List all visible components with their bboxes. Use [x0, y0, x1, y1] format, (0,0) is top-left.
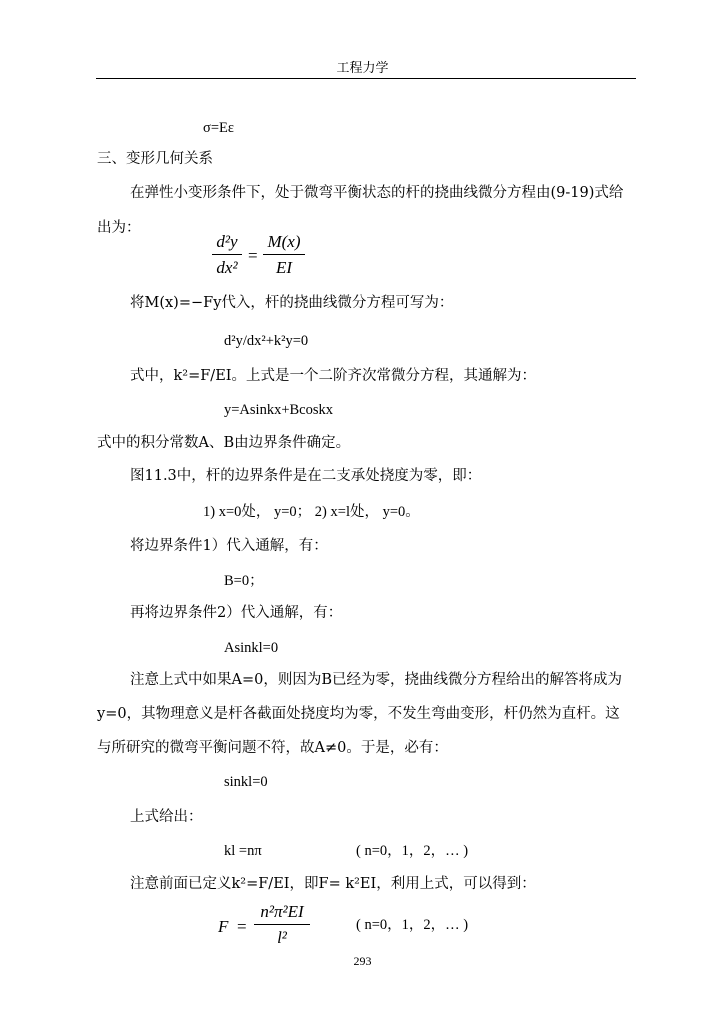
paragraph-line: 出为： [97, 220, 141, 236]
fraction-bar [263, 254, 305, 255]
force-symbol: F [218, 917, 229, 936]
equation-line: B=0； [224, 573, 264, 589]
equation-line: Asinkl=0 [224, 640, 279, 656]
paragraph-line: 注意前面已定义k²=F/EI，即F= k²EI，利用上式，可以得到： [130, 876, 536, 892]
paragraph-line: 图11.3中，杆的边界条件是在二支承处挠度为零，即： [130, 468, 482, 484]
page-number: 293 [353, 954, 372, 968]
equation-line: kl =nπ [224, 843, 262, 859]
paragraph-line: y=0，其物理意义是杆各截面处挠度均为零，不发生弯曲变形，杆仍然为直杆。这 [97, 706, 620, 722]
paragraph-line: 将边界条件1）代入通解，有： [130, 538, 328, 554]
equation-note: ( n=0，1，2，… ) [356, 917, 469, 933]
page-header-title: 工程力学 [336, 61, 389, 76]
header-rule [96, 78, 636, 79]
equation-line: sinkl=0 [224, 774, 268, 790]
fraction-denominator: l² [277, 928, 287, 947]
fraction-denominator: dx² [216, 258, 238, 277]
sigma-equation: σ=Eε [203, 120, 234, 136]
fraction-bar [212, 254, 242, 255]
paragraph-line: 上式给出： [130, 809, 203, 825]
equals-sign: = [248, 246, 258, 265]
boundary-conditions: 1) x=0处， y=0； 2) x=l处， y=0。 [203, 504, 420, 520]
equals-sign: = [237, 917, 247, 936]
paragraph-line: 与所研究的微弯平衡问题不符，故A≠0。于是，必有： [97, 740, 448, 756]
equation-line: y=Asinkx+Bcoskx [224, 402, 333, 418]
fraction-numerator: d²y [216, 232, 238, 251]
fraction-bar [254, 924, 310, 925]
fraction-denominator: EI [275, 258, 293, 277]
paragraph-line: 将M(x)=−Fy代入，杆的挠曲线微分方程可写为： [130, 295, 454, 311]
fraction-numerator: M(x) [267, 232, 301, 251]
paragraph-line: 式中，k²=F/EI。上式是一个二阶齐次常微分方程，其通解为： [130, 368, 537, 384]
section-title: 三、变形几何关系 [97, 151, 213, 167]
paragraph-line: 在弹性小变形条件下，处于微弯平衡状态的杆的挠曲线微分方程由(9-19)式给 [130, 185, 624, 201]
paragraph-line: 式中的积分常数A、B由边界条件确定。 [97, 435, 351, 451]
fraction-numerator: n²π²EI [260, 902, 304, 921]
paragraph-line: 注意上式中如果A=0，则因为B已经为零，挠曲线微分方程给出的解答将成为 [130, 672, 622, 688]
equation-note: ( n=0，1，2，… ) [356, 843, 469, 859]
equation-line: d²y/dx²+k²y=0 [224, 333, 309, 349]
paragraph-line: 再将边界条件2）代入通解，有： [130, 605, 343, 621]
